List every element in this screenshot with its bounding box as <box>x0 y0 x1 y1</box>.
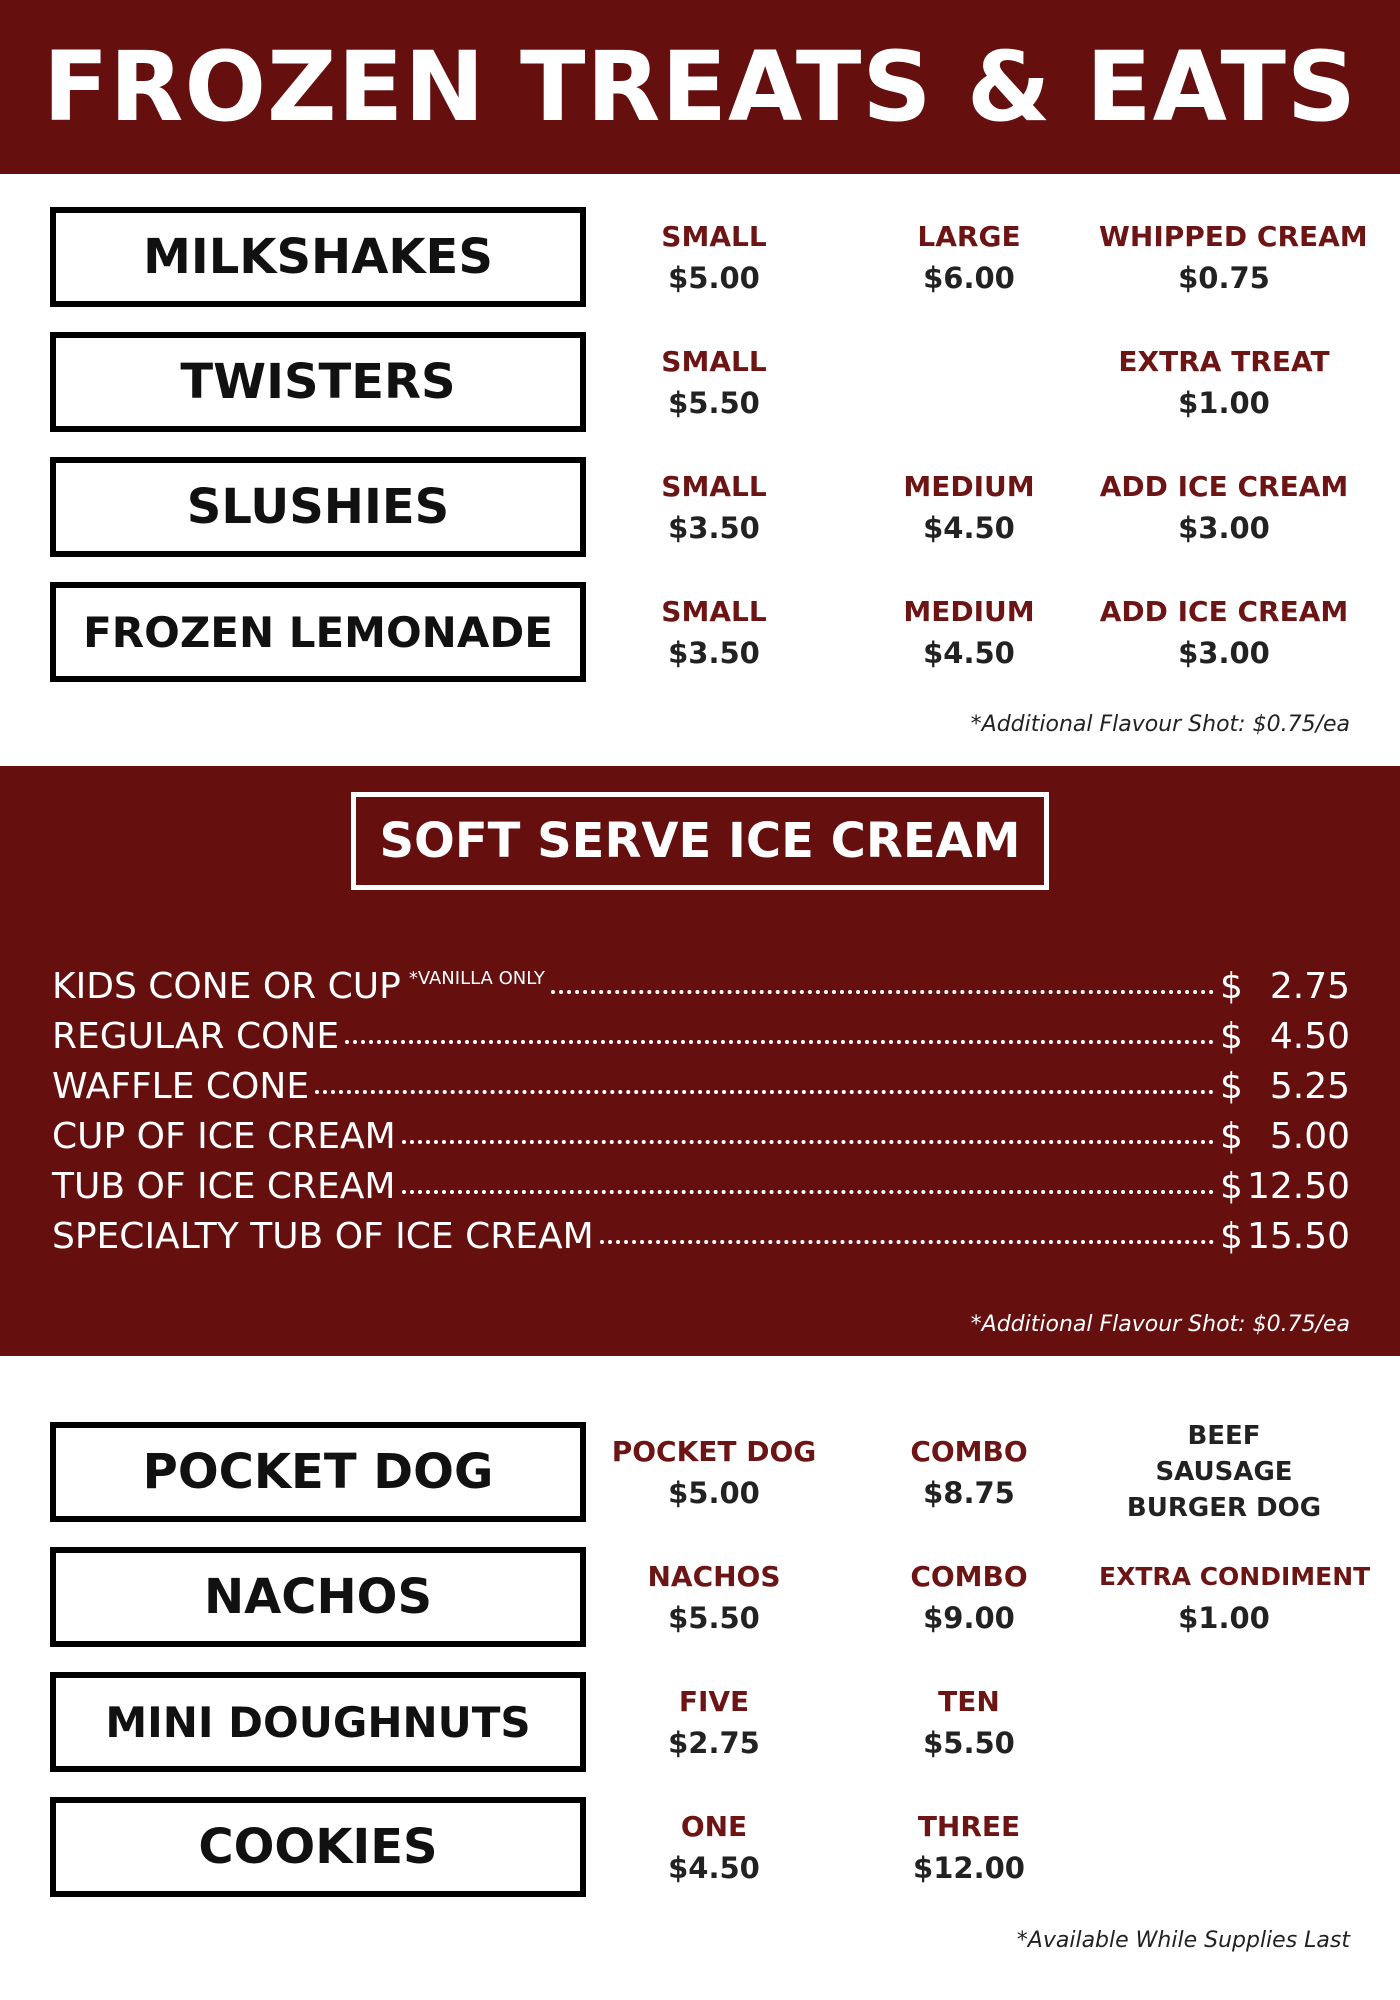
size-label: ADD ICE CREAM <box>1099 595 1349 628</box>
size-label: MEDIUM <box>903 470 1035 503</box>
dog-types <box>1099 1418 1349 1526</box>
size-label: COMBO <box>910 1560 1028 1593</box>
item-name: TWISTERS <box>50 332 586 432</box>
price-value: 12.50 <box>1246 1166 1350 1207</box>
size-label: SMALL <box>661 220 767 253</box>
menu-row-frozen-lemonade <box>50 582 1350 682</box>
dot-leader <box>345 1040 1214 1044</box>
size-label: MEDIUM <box>903 595 1035 628</box>
size-label: THREE <box>917 1810 1021 1843</box>
size-label: NACHOS <box>647 1560 781 1593</box>
currency-symbol: $ <box>1220 1116 1243 1157</box>
list-item <box>52 1016 1350 1066</box>
dot-leader <box>315 1090 1214 1094</box>
soft-serve-section <box>0 766 1400 1356</box>
flavour-shot-note: *Additional Flavour Shot: $0.75/ea <box>970 712 1350 737</box>
item-price <box>1220 1066 1350 1107</box>
price-option <box>844 467 1094 549</box>
price-option <box>844 1432 1094 1514</box>
price-value: $5.50 <box>923 1726 1015 1760</box>
item-name: WAFFLE CONE <box>52 1066 310 1107</box>
price-option <box>844 592 1094 674</box>
price-value: $1.00 <box>1178 1601 1270 1635</box>
size-label: ADD ICE CREAM <box>1099 470 1349 503</box>
price-option <box>589 217 839 299</box>
item-price <box>1220 1166 1350 1207</box>
price-value: 15.50 <box>1246 1216 1350 1257</box>
page-title: FROZEN TREATS & EATS <box>42 31 1358 143</box>
menu-row-slushies <box>50 457 1350 557</box>
currency-symbol: $ <box>1220 1166 1243 1207</box>
price-value: $5.50 <box>668 386 760 420</box>
list-item <box>52 1066 1350 1116</box>
size-label: FIVE <box>678 1685 750 1718</box>
price-option <box>1099 342 1349 424</box>
item-name: SPECIALTY TUB OF ICE CREAM <box>52 1216 594 1257</box>
dog-type: SAUSAGE <box>1155 1457 1293 1487</box>
item-name: REGULAR CONE <box>52 1016 340 1057</box>
price-value: 2.75 <box>1269 966 1350 1007</box>
item-note: *VANILLA ONLY <box>408 968 545 989</box>
dot-leader <box>402 1190 1215 1194</box>
dot-leader <box>600 1240 1214 1244</box>
price-value: $3.00 <box>1178 511 1270 545</box>
price-option <box>1099 467 1349 549</box>
menu-row-milkshakes <box>50 207 1368 307</box>
item-name: CUP OF ICE CREAM <box>52 1116 396 1157</box>
size-label: SMALL <box>661 470 767 503</box>
price-value: 5.25 <box>1269 1066 1350 1107</box>
price-option <box>844 1682 1094 1764</box>
price-value: $4.50 <box>923 636 1015 670</box>
size-label: EXTRA CONDIMENT <box>1099 1562 1371 1591</box>
price-value: $3.50 <box>668 636 760 670</box>
item-name: NACHOS <box>50 1547 586 1647</box>
menu-row-cookies <box>50 1797 1350 1897</box>
dog-type: BURGER DOG <box>1126 1493 1322 1523</box>
item-name: MINI DOUGHNUTS <box>50 1672 586 1772</box>
size-label: TEN <box>938 1685 1000 1718</box>
item-price <box>1220 1016 1350 1057</box>
price-value: 4.50 <box>1269 1016 1350 1057</box>
item-name: TUB OF ICE CREAM <box>52 1166 396 1207</box>
price-value: $5.50 <box>668 1601 760 1635</box>
flavour-shot-note: *Additional Flavour Shot: $0.75/ea <box>970 1312 1350 1337</box>
price-option <box>1099 217 1368 299</box>
list-item <box>52 966 1350 1016</box>
soft-serve-list <box>52 966 1350 1266</box>
size-label: EXTRA TREAT <box>1118 345 1330 378</box>
price-value: $9.00 <box>923 1601 1015 1635</box>
item-name: POCKET DOG <box>50 1422 586 1522</box>
price-value: $2.75 <box>668 1726 760 1760</box>
size-label: LARGE <box>917 220 1021 253</box>
price-option <box>589 467 839 549</box>
price-option <box>589 1557 839 1639</box>
price-value: $12.00 <box>913 1851 1025 1885</box>
price-value: $1.00 <box>1178 386 1270 420</box>
price-option <box>844 1807 1094 1889</box>
currency-symbol: $ <box>1220 1066 1243 1107</box>
list-item <box>52 1116 1350 1166</box>
price-option <box>589 1432 839 1514</box>
size-label: COMBO <box>910 1435 1028 1468</box>
currency-symbol: $ <box>1220 966 1243 1007</box>
price-value: $5.00 <box>668 261 760 295</box>
menu-row-pocket-dog <box>50 1422 1350 1522</box>
currency-symbol: $ <box>1220 1016 1243 1057</box>
price-option <box>844 1557 1094 1639</box>
menu-row-nachos <box>50 1547 1371 1647</box>
dot-leader <box>402 1140 1214 1144</box>
price-option <box>844 217 1094 299</box>
price-value: $5.00 <box>668 1476 760 1510</box>
price-value: $3.50 <box>668 511 760 545</box>
currency-symbol: $ <box>1220 1216 1243 1257</box>
item-price <box>1220 966 1350 1007</box>
item-price <box>1220 1116 1350 1157</box>
item-name: KIDS CONE OR CUP <box>52 966 401 1007</box>
price-option <box>589 342 839 424</box>
price-value: $3.00 <box>1178 636 1270 670</box>
item-price <box>1220 1216 1350 1257</box>
price-value: $8.75 <box>923 1476 1015 1510</box>
availability-note: *Available While Supplies Last <box>1016 1928 1350 1953</box>
price-value: 5.00 <box>1269 1116 1350 1157</box>
list-item <box>52 1216 1350 1266</box>
item-name: COOKIES <box>50 1797 586 1897</box>
dot-leader <box>551 990 1214 994</box>
item-name: FROZEN LEMONADE <box>50 582 586 682</box>
size-label: WHIPPED CREAM <box>1099 220 1368 253</box>
price-value: $6.00 <box>923 261 1015 295</box>
dog-type: BEEF <box>1187 1421 1261 1451</box>
size-label: ONE <box>680 1810 748 1843</box>
price-option <box>1099 592 1349 674</box>
header-banner <box>0 0 1400 174</box>
menu-row-mini-doughnuts <box>50 1672 1350 1772</box>
price-value: $0.75 <box>1178 261 1270 295</box>
item-name: MILKSHAKES <box>50 207 586 307</box>
section-title: SOFT SERVE ICE CREAM <box>351 792 1049 890</box>
price-option <box>589 1682 839 1764</box>
size-label: POCKET DOG <box>611 1435 817 1468</box>
price-option <box>589 592 839 674</box>
item-name: SLUSHIES <box>50 457 586 557</box>
price-option <box>1099 1557 1371 1639</box>
price-option <box>589 1807 839 1889</box>
price-value: $4.50 <box>668 1851 760 1885</box>
size-label: SMALL <box>661 595 767 628</box>
size-label: SMALL <box>661 345 767 378</box>
list-item <box>52 1166 1350 1216</box>
menu-row-twisters <box>50 332 1350 432</box>
price-value: $4.50 <box>923 511 1015 545</box>
